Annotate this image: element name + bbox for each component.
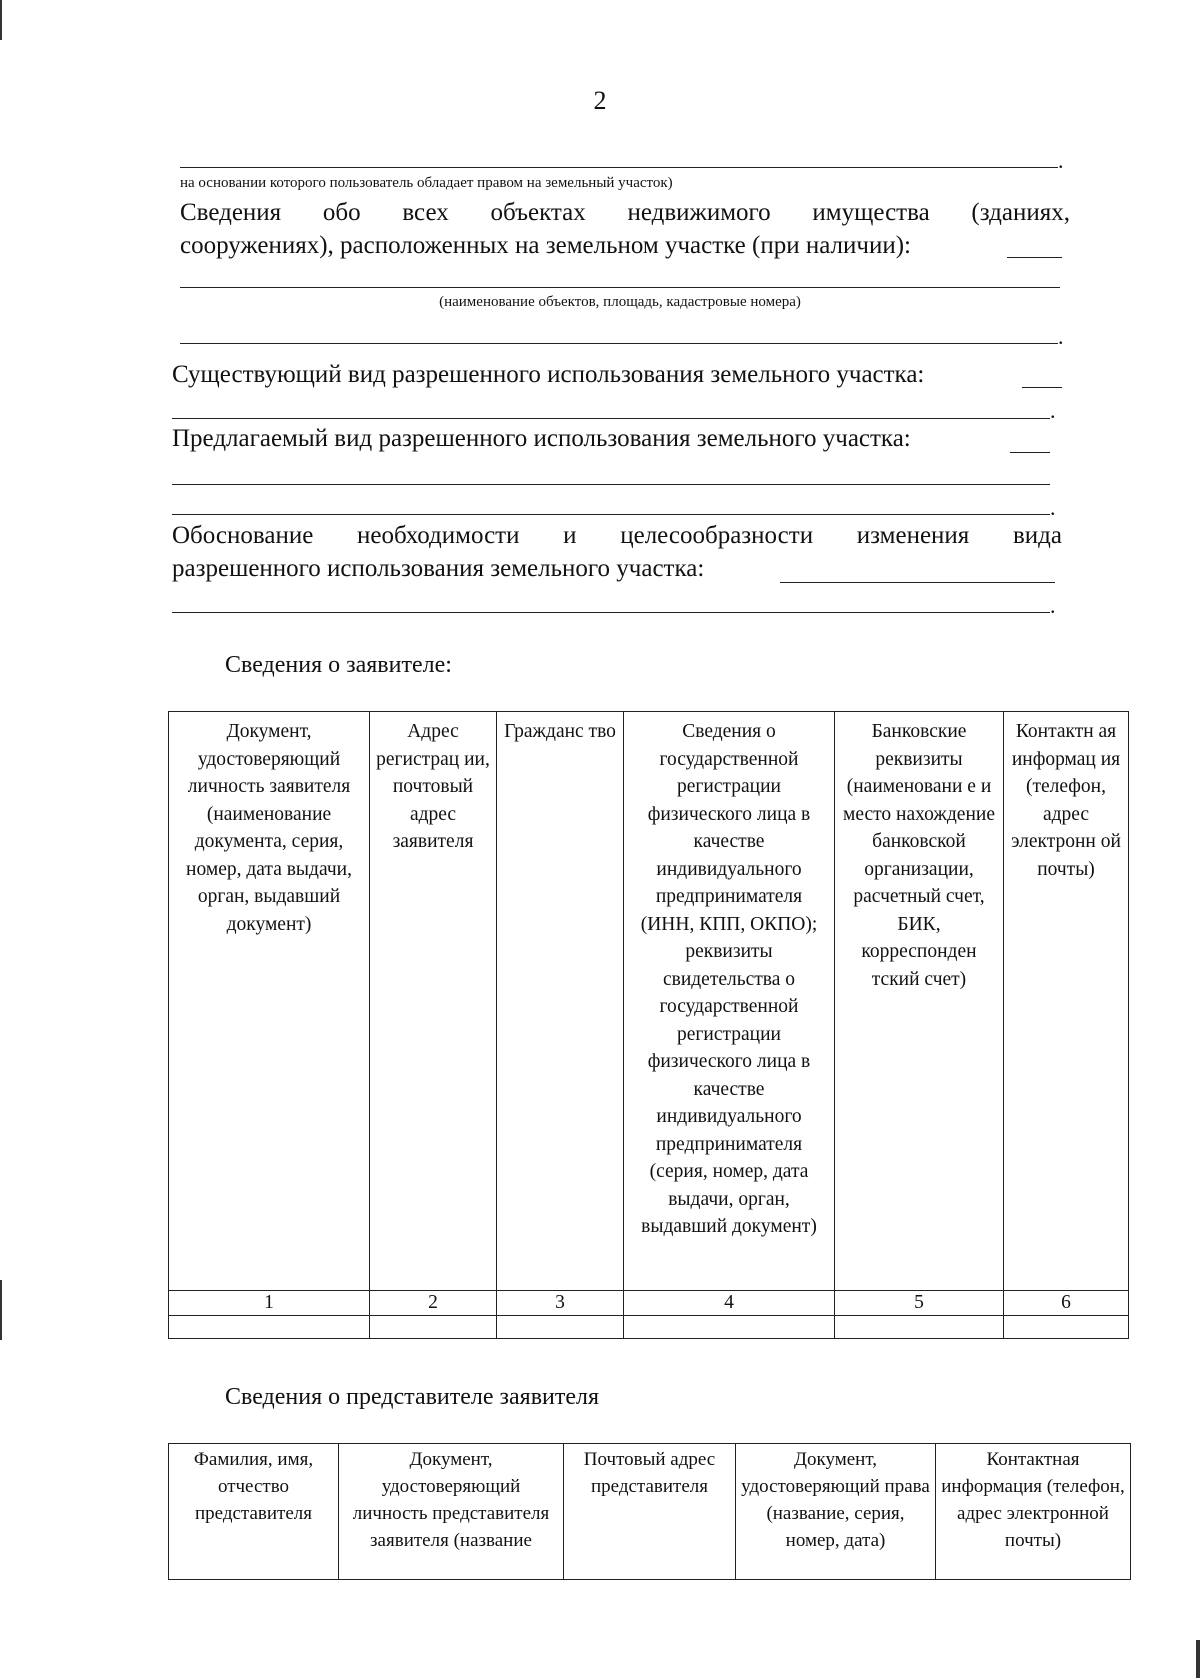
applicant-cell-4[interactable] xyxy=(624,1316,835,1339)
fill-line-proposed-use-1[interactable] xyxy=(172,484,1050,485)
applicant-col6-number: 6 xyxy=(1004,1291,1129,1316)
representative-col4-header: Документ, удостоверяющий права (название, серия, номер, дата) xyxy=(736,1444,936,1580)
justification-line2: разрешенного использования земельного участка: xyxy=(172,555,705,582)
fill-line-document-basis[interactable] xyxy=(180,167,1058,168)
period-mark: . xyxy=(1050,495,1056,520)
existing-use-label: Существующий вид разрешенного использования земельного участка: xyxy=(172,361,925,388)
representative-col5-header: Контактная информация (телефон, адрес электронной почты) xyxy=(936,1444,1131,1580)
applicant-number-row xyxy=(169,1291,1129,1316)
applicant-section-title: Сведения о заявителе: xyxy=(225,652,452,678)
representative-col2-header: Документ, удостоверяющий личность представителя заявителя (название xyxy=(339,1444,564,1580)
representative-header-row xyxy=(169,1444,1131,1580)
applicant-cell-5[interactable] xyxy=(835,1316,1004,1339)
period-mark: . xyxy=(1058,148,1064,173)
applicant-cell-2[interactable] xyxy=(370,1316,497,1339)
applicant-col1-number: 1 xyxy=(169,1291,370,1316)
representative-section-title: Сведения о представителе заявителя xyxy=(225,1384,600,1410)
fill-line-proposed-use-end[interactable] xyxy=(1010,452,1050,453)
fill-line-justification-end[interactable] xyxy=(780,582,1055,583)
fill-line-objects-end[interactable] xyxy=(1007,257,1062,258)
applicant-col2-number: 2 xyxy=(370,1291,497,1316)
document-basis-caption: на основании которого пользователь обладает правом на земельный участок) xyxy=(180,175,673,191)
applicant-cell-6[interactable] xyxy=(1004,1316,1129,1339)
applicant-col5-number: 5 xyxy=(835,1291,1004,1316)
fill-line-existing-use-end[interactable] xyxy=(1022,387,1062,388)
fill-line-proposed-use-2[interactable] xyxy=(172,514,1050,515)
representative-col3-header: Почтовый адрес представителя xyxy=(564,1444,736,1580)
applicant-table xyxy=(168,711,1129,1339)
applicant-col3-header: Гражданс тво xyxy=(497,712,624,1291)
fill-line-objects-2[interactable] xyxy=(180,343,1058,344)
period-mark: . xyxy=(1050,398,1056,423)
applicant-col1-header: Документ, удостоверяющий личность заявителя (наименование документа, серия, номер, дата выдачи, орган, выдавший документ) xyxy=(169,712,370,1291)
period-mark: . xyxy=(1050,593,1056,618)
page-number: 2 xyxy=(593,86,607,115)
applicant-col4-header: Сведения о государственной регистрации физического лица в качестве индивидуального предпринимателя (ИНН, КПП, ОКПО); реквизиты свидетельства о государственной регистрации физического лица в качестве индивидуального предпринимателя (серия, номер, дата выдачи, орган, выдавший документ) xyxy=(624,712,835,1291)
representative-col1-header: Фамилия, имя, отчество представителя xyxy=(169,1444,339,1580)
scan-edge-mark xyxy=(0,1280,2,1340)
objects-info-line2: сооружениях), расположенных на земельном участке (при наличии): xyxy=(180,232,912,259)
scan-edge-mark xyxy=(1196,1640,1200,1678)
objects-info-line1: Сведения обо всех объектах недвижимого имущества (зданиях, xyxy=(180,199,1070,226)
scan-edge-mark xyxy=(0,0,2,40)
applicant-col2-header: Адрес регистрац ии, почтовый адрес заявителя xyxy=(370,712,497,1291)
proposed-use-label: Предлагаемый вид разрешенного использования земельного участка: xyxy=(172,425,911,452)
applicant-data-row xyxy=(169,1316,1129,1339)
objects-caption: (наименование объектов, площадь, кадастровые номера) xyxy=(439,294,801,310)
representative-table xyxy=(168,1443,1131,1580)
applicant-col3-number: 3 xyxy=(497,1291,624,1316)
applicant-cell-1[interactable] xyxy=(169,1316,370,1339)
applicant-col5-header: Банковские реквизиты (наименовани е и место нахождение банковской организации, расчетный счет, БИК, корреспонден тский счет) xyxy=(835,712,1004,1291)
fill-line-objects-1[interactable] xyxy=(180,287,1060,288)
applicant-col6-header: Контактн ая информац ия (телефон, адрес электронн ой почты) xyxy=(1004,712,1129,1291)
applicant-cell-3[interactable] xyxy=(497,1316,624,1339)
applicant-header-row xyxy=(169,712,1129,1291)
period-mark: . xyxy=(1058,324,1064,349)
fill-line-existing-use[interactable] xyxy=(172,418,1050,419)
fill-line-justification[interactable] xyxy=(172,612,1050,613)
applicant-col4-number: 4 xyxy=(624,1291,835,1316)
justification-line1: Обоснование необходимости и целесообразности изменения вида xyxy=(172,522,1062,549)
